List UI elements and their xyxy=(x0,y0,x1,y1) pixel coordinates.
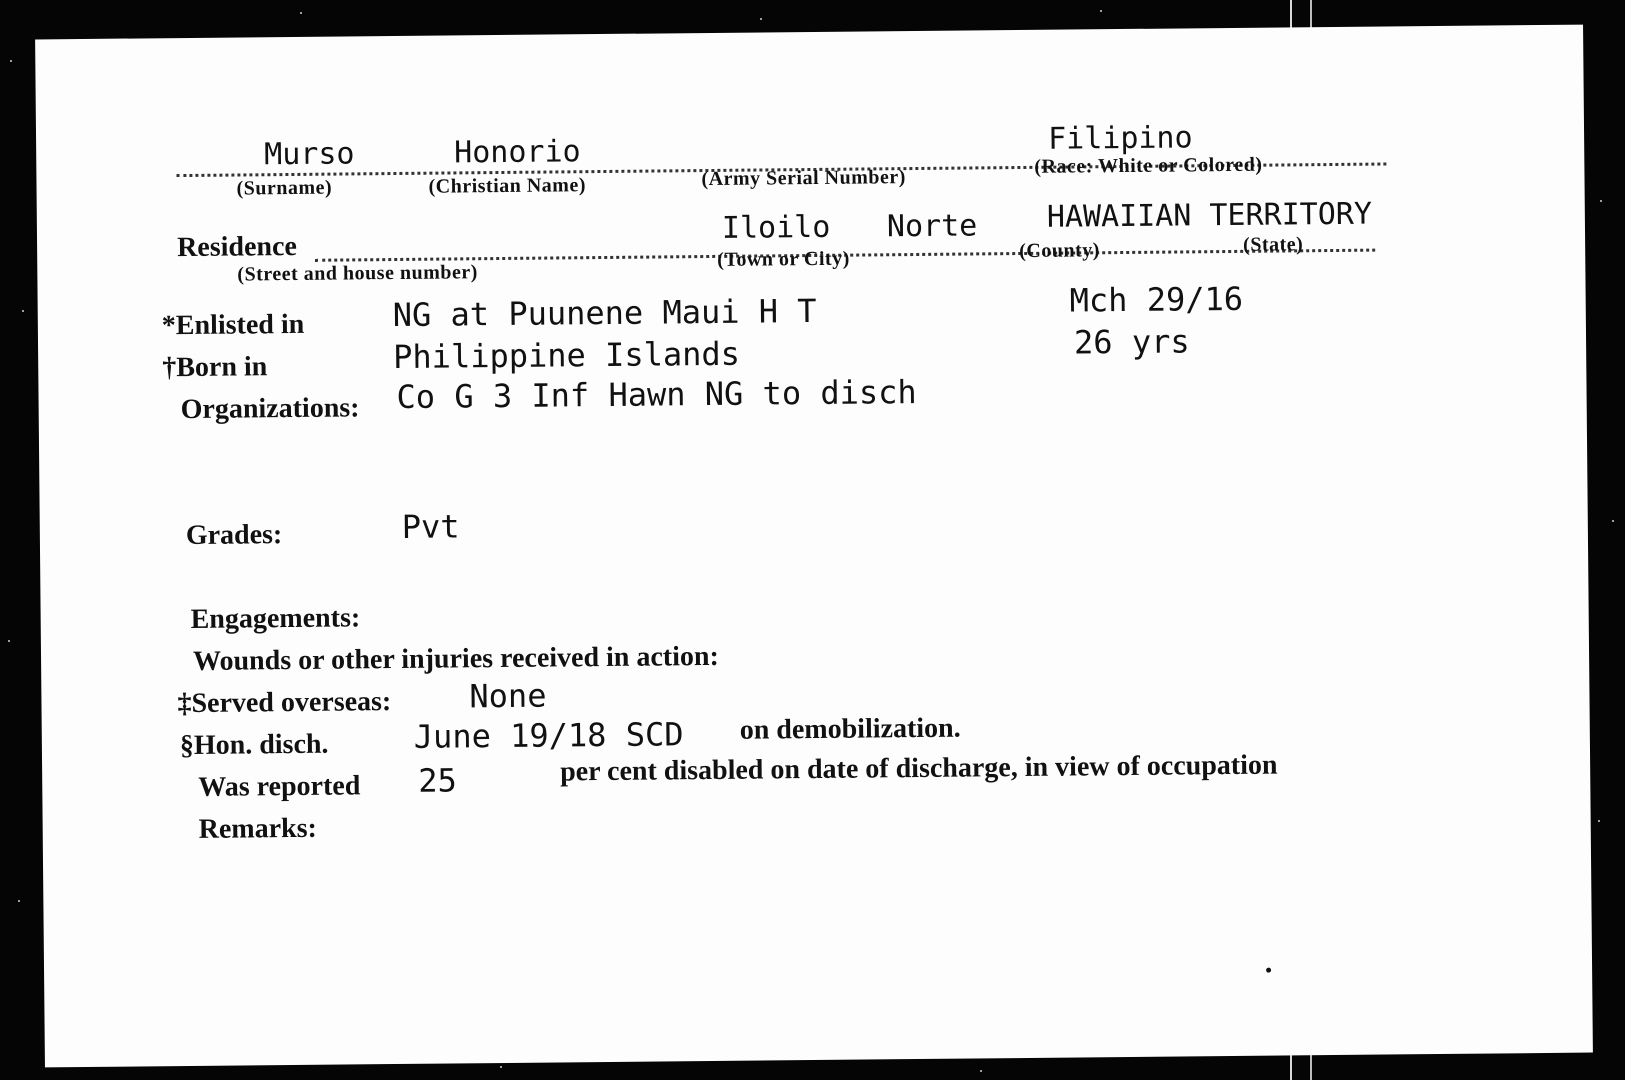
residence-label: Residence xyxy=(176,230,298,264)
scan-speck xyxy=(300,12,302,14)
served-overseas-label: ‡Served overseas: xyxy=(177,686,392,720)
remarks-label: Remarks: xyxy=(198,812,318,845)
enlisted-date: Mch 29/16 xyxy=(1069,279,1244,320)
discharge-suffix: on demobilization. xyxy=(739,712,961,746)
disability-value: 25 xyxy=(418,761,457,800)
scan-speck xyxy=(1598,820,1600,822)
scan-speck xyxy=(1600,200,1602,202)
state-caption: (State) xyxy=(1243,233,1304,256)
born-age: 26 yrs xyxy=(1073,322,1190,362)
organizations-label: Organizations: xyxy=(180,392,360,426)
scan-speck xyxy=(18,900,20,902)
scan-speck xyxy=(500,1066,502,1068)
scan-speck xyxy=(8,640,10,642)
scan-speck xyxy=(22,310,24,312)
scan-speck xyxy=(1100,10,1102,12)
scan-speck xyxy=(10,60,12,62)
surname-value: Murso xyxy=(264,136,355,173)
disability-suffix: per cent disabled on date of discharge, in view of occupation xyxy=(560,749,1278,788)
race-value: Filipino xyxy=(1047,120,1193,157)
town-value: Iloilo xyxy=(721,209,831,246)
state-value: HAWAIIAN TERRITORY xyxy=(1046,196,1373,235)
engagements-label: Engagements: xyxy=(190,602,361,635)
christian-name-value: Honorio xyxy=(454,134,581,171)
discharge-value: June 19/18 SCD xyxy=(413,715,684,756)
enlisted-label: *Enlisted in xyxy=(161,308,305,342)
born-value: Philippine Islands xyxy=(392,334,741,377)
scan-speck xyxy=(980,1070,982,1072)
served-overseas-value: None xyxy=(469,676,547,716)
christian-name-caption: (Christian Name) xyxy=(428,174,587,198)
grades-value: Pvt xyxy=(401,507,460,546)
town-caption: (Town or City) xyxy=(717,247,850,271)
county-caption: (County) xyxy=(1019,239,1100,263)
county-value: Norte xyxy=(886,208,978,245)
surname-caption: (Surname) xyxy=(236,176,333,200)
scan-speck xyxy=(1612,520,1614,522)
enlisted-value: NG at Puunene Maui H T xyxy=(392,291,817,335)
born-label: †Born in xyxy=(162,351,268,384)
scan-speck xyxy=(760,18,762,20)
serial-number-caption: (Army Serial Number) xyxy=(701,166,906,191)
street-caption: (Street and house number) xyxy=(237,261,478,286)
service-record-card xyxy=(35,25,1593,1068)
wounds-label: Wounds or other injuries received in action: xyxy=(192,640,719,677)
ink-dot xyxy=(1266,968,1271,973)
disability-label: Was reported xyxy=(198,770,361,803)
organizations-value: Co G 3 Inf Hawn NG to disch xyxy=(396,373,917,416)
race-caption: (Race: White or Colored) xyxy=(1034,153,1263,178)
grades-label: Grades: xyxy=(185,519,283,552)
discharge-label: §Hon. disch. xyxy=(179,728,329,762)
